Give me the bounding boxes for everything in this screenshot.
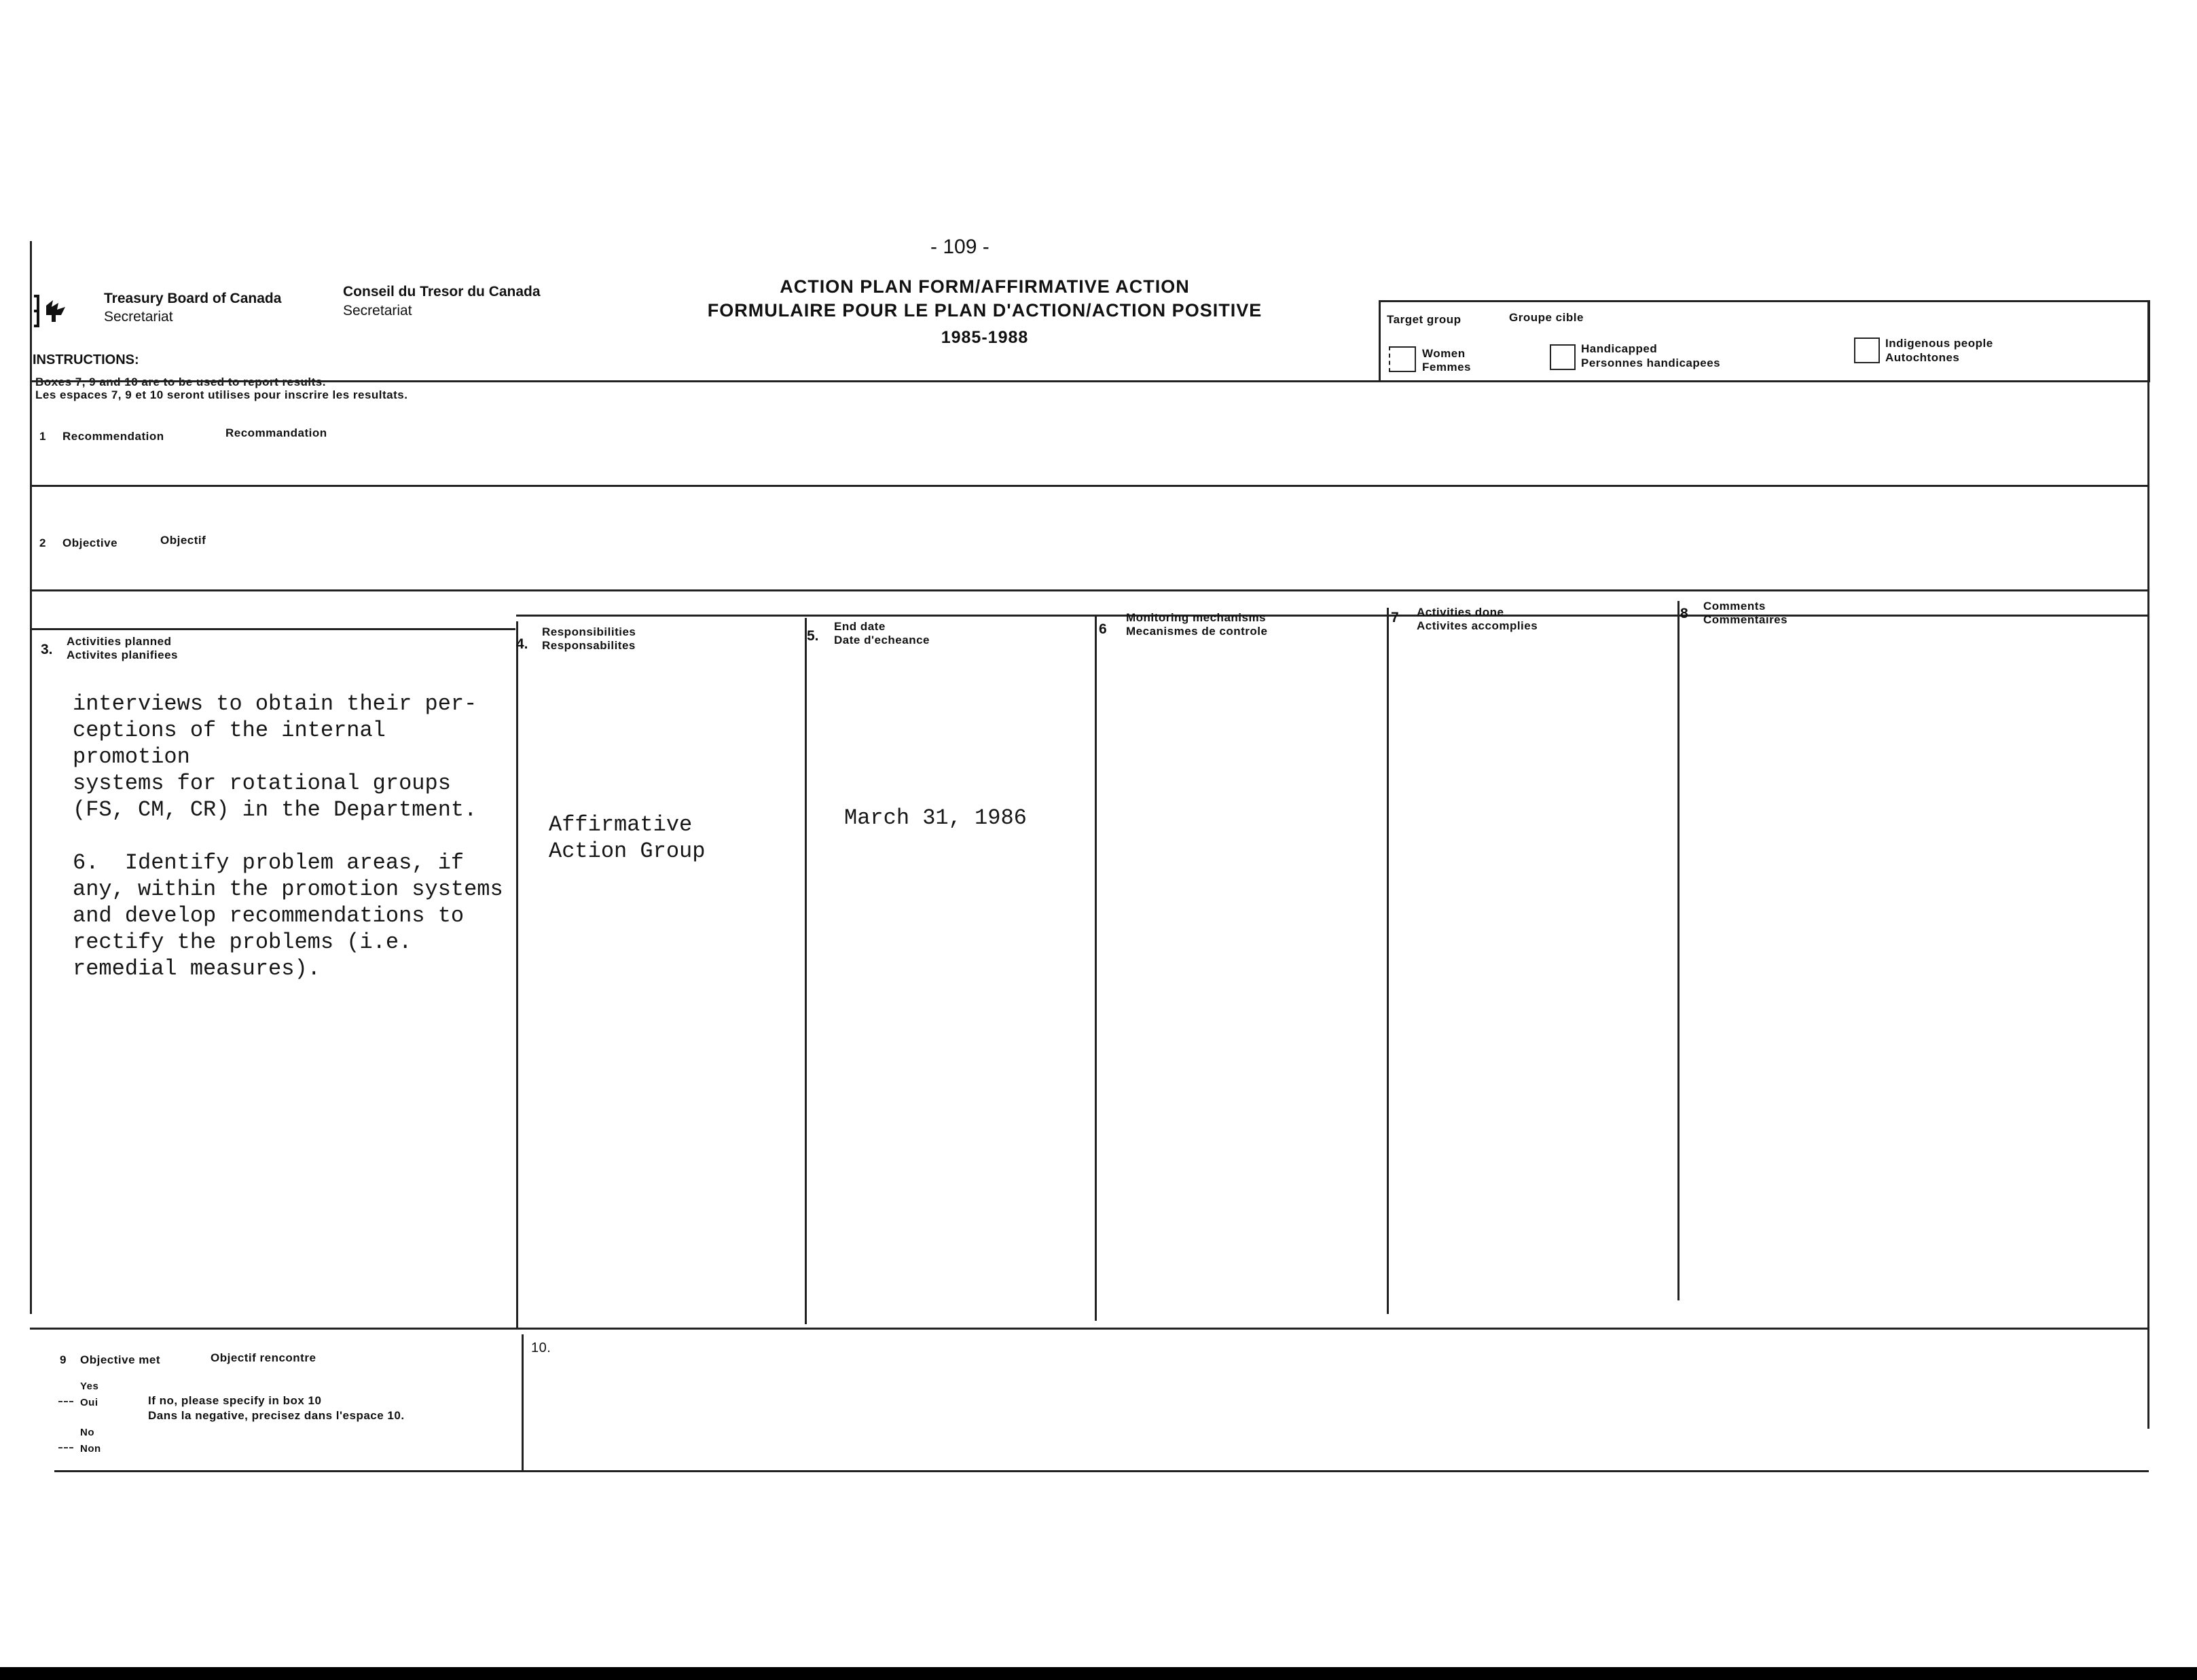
col-sep-6-7	[1387, 608, 1389, 1314]
handicapped-label-fr: Personnes handicapees	[1581, 357, 1721, 369]
no-checkbox[interactable]	[58, 1435, 73, 1448]
form-years: 1985-1988	[941, 328, 1029, 347]
box9-note-en: If no, please specify in box 10	[148, 1394, 322, 1407]
women-label-fr: Femmes	[1422, 361, 1471, 373]
col7-number: 7	[1391, 610, 1399, 625]
form-bottom-border	[54, 1470, 2149, 1472]
objective-field[interactable]	[41, 553, 2119, 587]
recommendation-field[interactable]	[41, 448, 2119, 479]
form-title-en: ACTION PLAN FORM/AFFIRMATIVE ACTION	[780, 276, 1190, 297]
instructions-fr: Les espaces 7, 9 et 10 seront utilises pour inscrire les resultats.	[35, 388, 408, 401]
oui-label: Oui	[80, 1397, 98, 1408]
indigenous-label-fr: Autochtones	[1885, 351, 1960, 364]
box10-field[interactable]	[550, 1358, 2132, 1453]
col6-label: Monitoring mechanisms	[1126, 611, 1267, 624]
col-sep-3-4	[516, 621, 518, 1328]
col8-label-fr: Commentaires	[1703, 613, 1788, 626]
objective-label-fr: Objectif	[160, 534, 206, 547]
org-name-fr: Conseil du Tresor du Canada	[343, 284, 541, 299]
instructions-en	[35, 376, 326, 389]
col-sep-4-5	[805, 618, 807, 1324]
org-name-en: Treasury Board of Canada	[104, 291, 282, 306]
divider-top	[30, 380, 2149, 382]
col4-label: Responsibilities	[542, 625, 636, 638]
objective-met-label-fr: Objectif rencontre	[211, 1351, 316, 1364]
col6-number: 6	[1099, 621, 1107, 637]
recommendation-label-fr: Recommandation	[225, 426, 327, 439]
target-group-label-fr: Groupe cible	[1509, 311, 1584, 324]
objective-label: Objective	[62, 536, 118, 549]
indigenous-checkbox[interactable]	[1854, 337, 1880, 363]
handicapped-label: Handicapped	[1581, 342, 1658, 355]
col8-number: 8	[1680, 606, 1688, 621]
non-label: Non	[80, 1443, 101, 1455]
divider-col-left	[30, 628, 515, 630]
indigenous-label: Indigenous people	[1885, 337, 1993, 350]
activities-planned-text: interviews to obtain their per- ceptions of the internal promotion systems for rotational groups (FS, CM, CR) in the Department. 6. Identify problem areas, if any, within the promotion systems and develop recommendations to rectify the problems (i.e. remedial measures).	[73, 691, 503, 981]
col6-label-fr: Mecanismes de controle	[1126, 625, 1268, 638]
canada-emblem-icon	[31, 292, 72, 330]
box10-number: 10.	[531, 1340, 551, 1355]
col-sep-7-8	[1677, 601, 1679, 1300]
divider-bottom-section	[30, 1328, 2149, 1330]
women-checkbox[interactable]	[1389, 346, 1416, 372]
col8-label: Comments	[1703, 600, 1766, 613]
target-group-label-en: Target group	[1387, 313, 1461, 326]
handicapped-checkbox[interactable]	[1550, 344, 1576, 370]
scan-edge-bar	[0, 1667, 2197, 1680]
box9-note-fr: Dans la negative, precisez dans l'espace 10.	[148, 1409, 405, 1422]
col3-number: 3.	[41, 642, 53, 657]
col5-label: End date	[834, 620, 886, 633]
box9-number: 9	[60, 1353, 67, 1366]
col5-number: 5.	[807, 628, 819, 644]
box1-number: 1	[39, 430, 46, 443]
col5-label-fr: Date d'echeance	[834, 634, 930, 646]
col4-label-fr: Responsabilites	[542, 639, 636, 652]
col4-number: 4.	[516, 636, 528, 652]
col-sep-5-6	[1095, 615, 1097, 1321]
divider-box1	[30, 485, 2149, 487]
form-title-fr: FORMULAIRE POUR LE PLAN D'ACTION/ACTION POSITIVE	[707, 300, 1263, 321]
col3-label-fr: Activites planifiees	[67, 649, 179, 661]
org-name-fr-line2: Secretariat	[343, 303, 412, 318]
col7-label-fr: Activites accomplies	[1417, 619, 1538, 632]
recommendation-label: Recommendation	[62, 430, 164, 443]
col7-label: Activities done	[1417, 606, 1504, 619]
divider-box2	[30, 589, 2149, 591]
org-name-en-line2: Secretariat	[104, 309, 173, 325]
end-date-text: March 31, 1986	[844, 805, 1027, 830]
page-number: - 109 -	[930, 236, 989, 258]
instructions-label: INSTRUCTIONS:	[33, 352, 139, 367]
women-label: Women	[1422, 347, 1466, 360]
yes-label: Yes	[80, 1381, 99, 1392]
divider-col-right	[516, 615, 2147, 617]
col3-label: Activities planned	[67, 635, 172, 648]
form-left-border	[30, 241, 32, 1314]
yes-checkbox[interactable]	[58, 1389, 73, 1402]
target-group-box	[1379, 300, 2150, 382]
box2-number: 2	[39, 536, 46, 549]
col-sep-9-10	[522, 1334, 524, 1470]
responsibilities-text: Affirmative Action Group	[549, 812, 706, 864]
objective-met-label: Objective met	[80, 1353, 160, 1366]
no-label: No	[80, 1427, 94, 1438]
form-right-border	[2147, 300, 2149, 1429]
